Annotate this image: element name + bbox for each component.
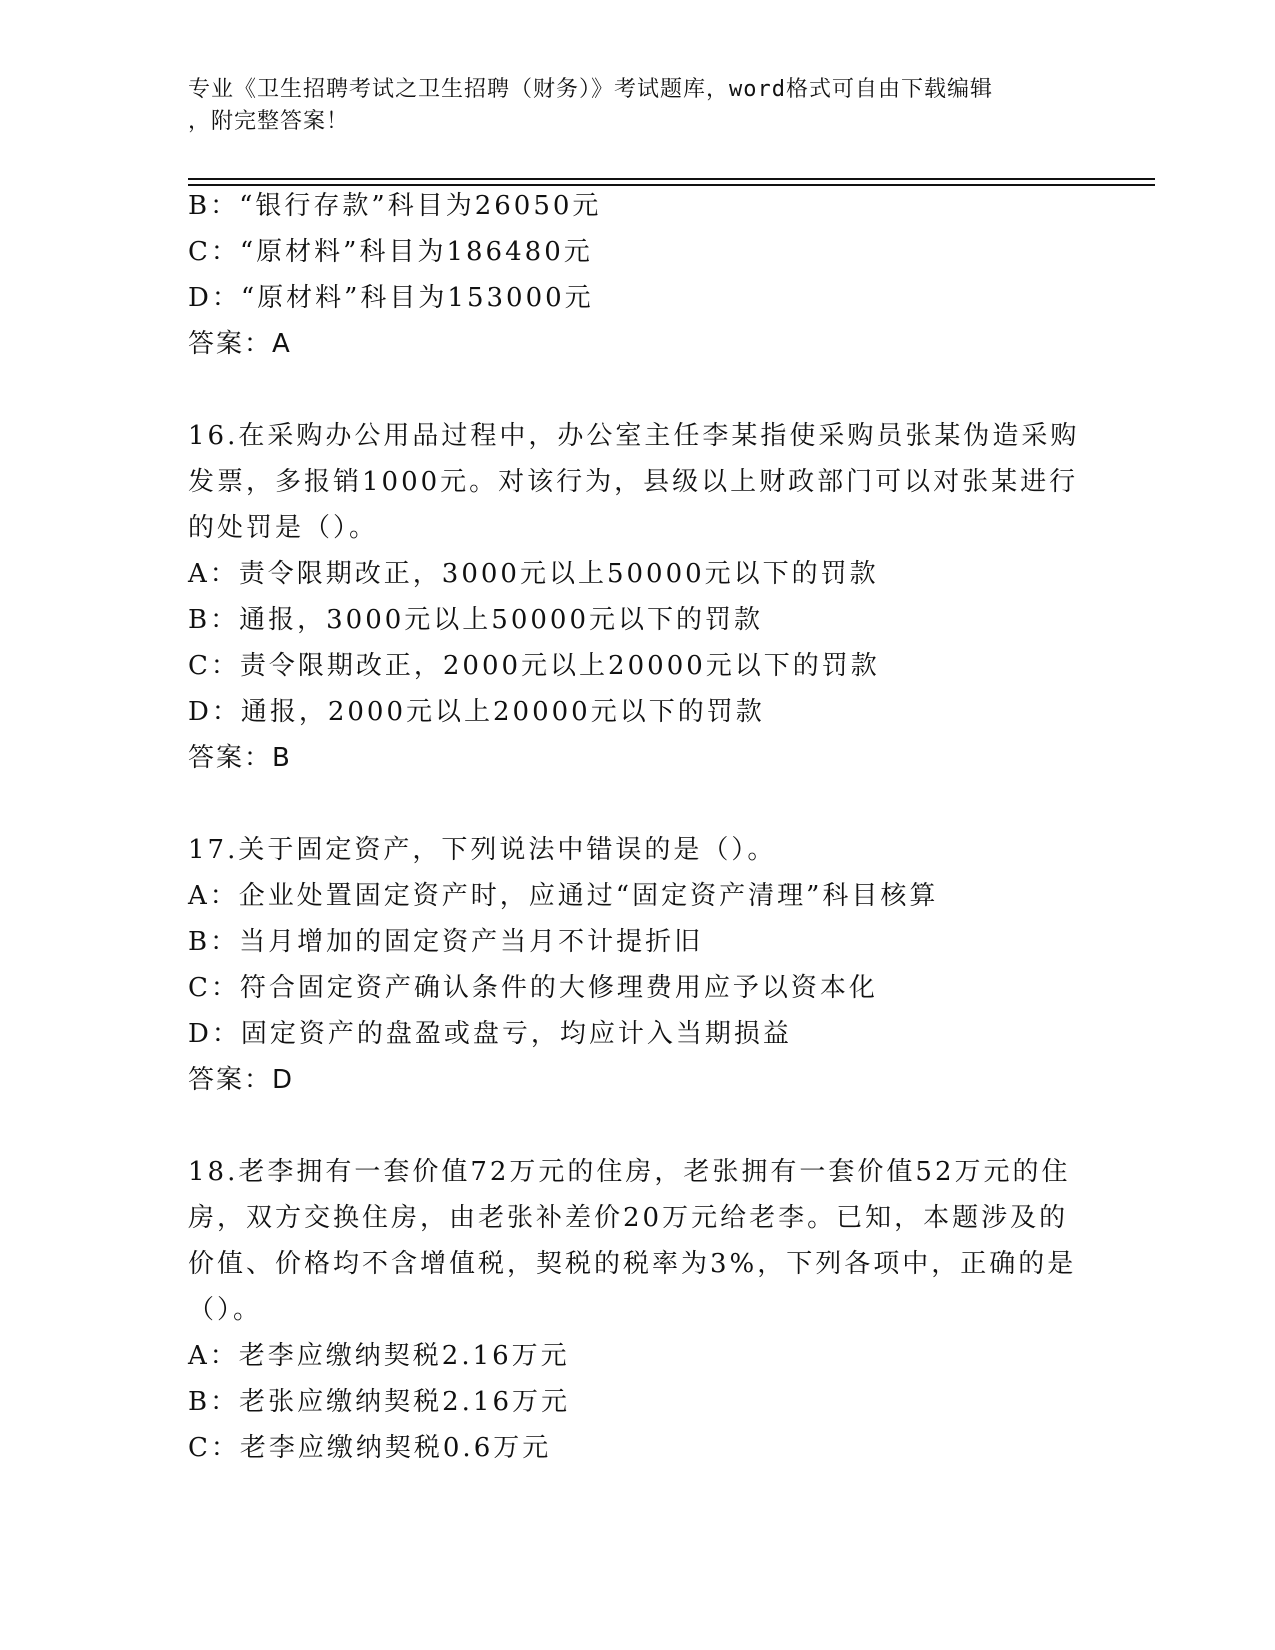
header-rule-top xyxy=(188,178,1155,180)
spacer xyxy=(188,781,1088,827)
document-header xyxy=(188,74,1088,138)
option-b: B：“银行存款”科目为26050元 xyxy=(188,191,602,221)
option-c: C：责令限期改正，2000元以上20000元以下的罚款 xyxy=(188,651,880,681)
question-stem-line: 价值、价格均不含增值税，契税的税率为3%，下列各项中，正确的是 xyxy=(188,1249,1077,1279)
question-16 xyxy=(188,413,1088,781)
spacer xyxy=(188,367,1088,413)
question-17 xyxy=(188,827,1088,1103)
option-c: C：符合固定资产确认条件的大修理费用应予以资本化 xyxy=(188,973,878,1003)
option-d: D：“原材料”科目为153000元 xyxy=(188,283,594,313)
document-body xyxy=(188,183,1088,1471)
question-stem-line: 房，双方交换住房，由老张补差价20万元给老李。已知，本题涉及的 xyxy=(188,1203,1069,1233)
answer-label: 答案：D xyxy=(188,1065,295,1095)
option-c: C：“原材料”科目为186480元 xyxy=(188,237,593,267)
question-stem-line: 17.关于固定资产，下列说法中错误的是（）。 xyxy=(188,835,777,865)
option-d: D：固定资产的盘盈或盘亏，均应计入当期损益 xyxy=(188,1019,792,1049)
question-stem-line: 18.老李拥有一套价值72万元的住房，老张拥有一套价值52万元的住 xyxy=(188,1157,1071,1187)
question-stem-line: 16.在采购办公用品过程中，办公室主任李某指使采购员张某伪造采购 xyxy=(188,421,1080,451)
prev-question-block xyxy=(188,183,1088,367)
header-line-2: ，附完整答案！ xyxy=(188,109,350,134)
option-a: A：老李应缴纳契税2.16万元 xyxy=(188,1341,570,1371)
answer-label: 答案：B xyxy=(188,743,292,773)
question-stem-line: （）。 xyxy=(188,1295,263,1325)
option-d: D：通报，2000元以上20000元以下的罚款 xyxy=(188,697,765,727)
question-18 xyxy=(188,1149,1088,1471)
question-stem-line: 发票，多报销1000元。对该行为，县级以上财政部门可以对张某进行 xyxy=(188,467,1079,497)
header-line-1: 专业《卫生招聘考试之卫生招聘（财务）》考试题库，word格式可自由下载编辑 xyxy=(188,77,993,102)
option-c: C：老李应缴纳契税0.6万元 xyxy=(188,1433,552,1463)
option-a: A：责令限期改正，3000元以上50000元以下的罚款 xyxy=(188,559,879,589)
option-a: A：企业处置固定资产时，应通过“固定资产清理”科目核算 xyxy=(188,881,939,911)
question-stem-line: 的处罚是（）。 xyxy=(188,513,379,543)
option-b: B：通报，3000元以上50000元以下的罚款 xyxy=(188,605,763,635)
option-b: B：当月增加的固定资产当月不计提折旧 xyxy=(188,927,704,957)
option-b: B：老张应缴纳契税2.16万元 xyxy=(188,1387,570,1417)
spacer xyxy=(188,1103,1088,1149)
answer-label: 答案：A xyxy=(188,329,292,359)
